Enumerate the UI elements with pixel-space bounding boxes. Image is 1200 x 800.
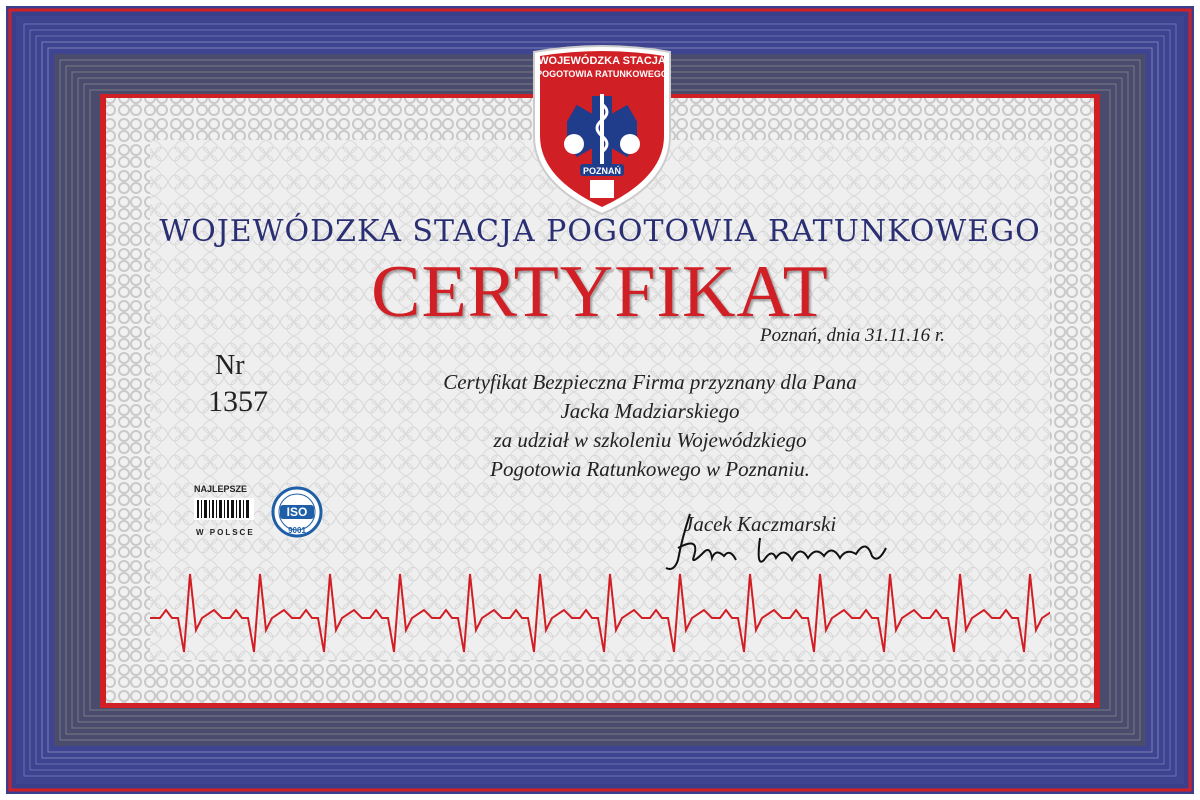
issue-date: Poznań, dnia 31.11.16 r. [760, 325, 945, 346]
iso-label: ISO [286, 505, 308, 519]
body-line-3: za udział w szkoleniu Wojewódzkiego [493, 428, 807, 452]
najlepsze-top: NAJLEPSZE [194, 484, 248, 494]
logo-city: POZNAŃ [583, 166, 621, 176]
body-line-4: Pogotowia Ratunkowego w Poznaniu. [490, 457, 810, 481]
barcode-icon [194, 498, 254, 520]
signatory-name: Jacek Kaczmarski [684, 512, 837, 536]
heartbeat-line [150, 560, 1050, 660]
logo-line2: POGOTOWIA RATUNKOWEGO [536, 69, 668, 79]
iso-number: 9001 [288, 526, 306, 535]
ecg-trace [150, 574, 1050, 652]
najlepsze-badge [186, 480, 262, 546]
certificate-title: CERTYFIKAT [371, 251, 829, 333]
number-label: Nr [215, 350, 245, 381]
organization-title: WOJEWÓDZKA STACJA POGOTOWIA RATUNKOWEGO [159, 214, 1041, 249]
ambulance-service-logo [528, 44, 676, 216]
logo-line1: WOJEWÓDZKA STACJA [538, 55, 666, 67]
certificate-number: 1357 [208, 385, 268, 418]
iso-badge [262, 486, 332, 546]
recipient-name: Jacka Madziarskiego [560, 399, 740, 423]
body-line-1: Certyfikat Bezpieczna Firma przyznany dla Pana [443, 370, 857, 394]
najlepsze-bottom: W POLSCE [196, 528, 255, 537]
